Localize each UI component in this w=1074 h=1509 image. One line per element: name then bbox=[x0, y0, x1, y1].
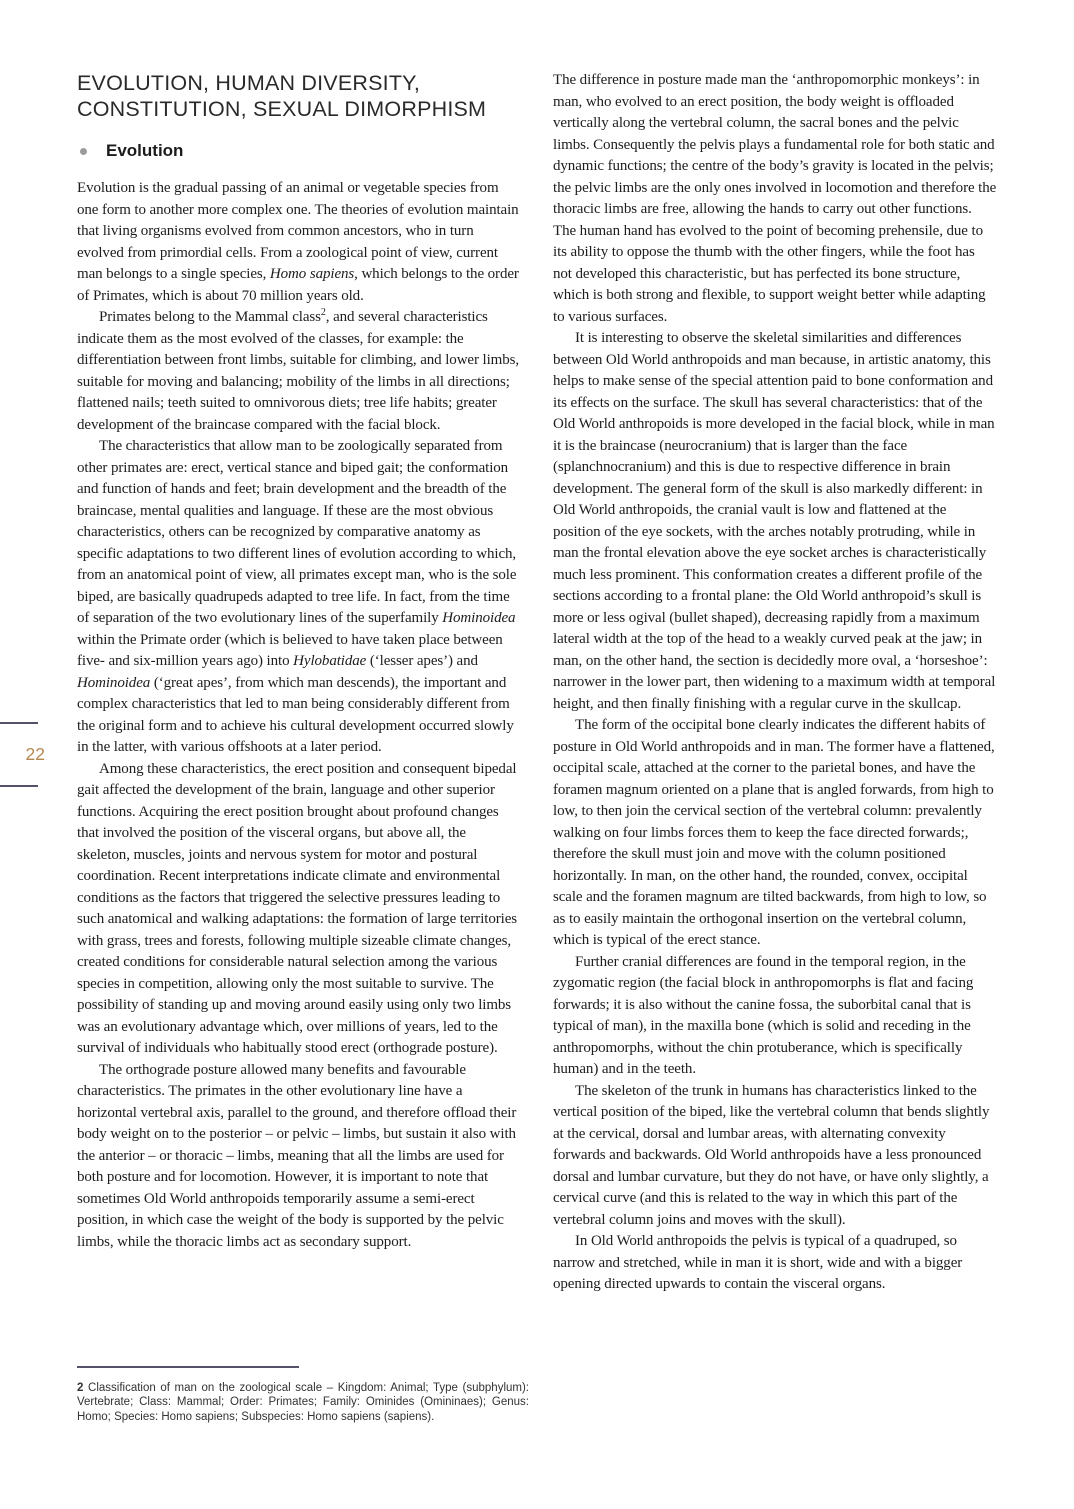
section-heading bbox=[77, 140, 521, 162]
page-title-line-2: CONSTITUTION, SEXUAL DIMORPHISM bbox=[77, 97, 487, 121]
paragraph: Evolution is the gradual passing of an animal or vegetable species from one form to another more complex one. The theories of evolution maintain that living organisms evolved from common ancestors, who in turn evolved from primordial cells. From a zoological point of view, current man belongs to a single species, Homo sapiens, which belongs to the order of Primates, which is about 70 million years old. bbox=[77, 180, 519, 304]
footnote-divider bbox=[77, 1366, 299, 1368]
paragraph: The difference in posture made man the ‘anthropomorphic monkeys’: in man, who evolved to an erect position, the body weight is offloaded vertically along the vertebral column, the sacral bones and the pelvic limbs. Consequently the pelvis plays a fundamental role for both static and dynamic functions; the centre of the body’s gravity is located in the pelvis; the pelvic limbs are the only ones involved in locomotion and therefore the thoracic limbs are free, allowing the hands to carry out other functions. The human hand has evolved to the point of becoming prehensile, due to its ability to oppose the thumb with the other fingers, while the foot has not developed this characteristic, but has perfected its bone structure, which is both strong and flexible, to support weight better while adapting to various surfaces. bbox=[553, 72, 997, 325]
left-column-text bbox=[77, 178, 521, 1253]
paragraph: Primates belong to the Mammal class$^2$, and several characteristics indicate them as the most evolved of the classes, for example: the differentiation between front limbs, suitable for climbing, and lower limbs, suitable for moving and balancing; mobility of the limbs in all directions; flattened nails; teeth suited to omnivorous diets; tree life habits; greater development of the braincase compared with the facial block. bbox=[77, 307, 520, 433]
bullet-icon bbox=[80, 148, 87, 155]
paragraph: Further cranial differences are found in the temporal region, in the zygomatic region (the facial block in anthropomorphs is flat and facing forwards; it is also without the canine fossa, the suborbital canal that is typical of man), in the maxilla bone (which is solid and receding in the anthropomorphs, without the chin protuberance, which is specifically human) and in the teeth. bbox=[553, 953, 974, 1077]
paragraph: Among these characteristics, the erect position and consequent bipedal gait affected the development of the brain, language and other superior functions. Acquiring the erect position brought about profound changes that involved the position of the visceral organs, but above all, the skeleton, muscles, joints and nervous system for motor and postural coordination. Recent interpretations indicate climate and environmental conditions as the factors that triggered the selective pressures leading to such anatomical and walking adaptations: the formation of large territories with grass, trees and forests, following multiple sizeable climate changes, created conditions for considerable natural selection among the various species in competition, allowing only the most suitable to survive. The possibility of standing up and moving around easily using only two limbs was an evolutionary advantage which, over millions of years, led to the survival of individuals who habitually stood erect (orthograde posture). bbox=[77, 760, 517, 1056]
paragraph: It is interesting to observe the skeletal similarities and differences between Old World anthropoids and man because, in artistic anatomy, this helps to make sense of the special attention paid to bone conformation and its effects on the surface. The skull has several characteristics: that of the Old World anthropoids is more developed in the facial block, while in man it is the braincase (neurocranium) that is larger than the face (splanchnocranium) and this is due to respective difference in brain development. The general form of the skull is also markedly different: in Old World anthropoids, the cranial vault is low and flattened at the position of the eye sockets, with the arches notably protruding, while in man the frontal elevation above the eye socket arches is characteristically much less prominent. This conformation creates a different profile of the sections according to a frontal plane: the Old World anthropoid’s skull is more or less ogival (bullet shaped), decreasing rapidly from a maximum lateral width at the top of the head to a weakly curved peak at the jaw; in man, on the other hand, the section is decidedly more oval, a ‘horseshoe’: narrower in the lower part, then widening to a maximum width at temporal height, and then finally finishing with a regular curve in the skullcap. bbox=[553, 330, 996, 712]
paragraph: The skeleton of the trunk in humans has characteristics linked to the vertical position of the biped, like the vertebral column that bends slightly at the cervical, dorsal and lumbar areas, with alternating convexity forwards and backwards. Old World anthropoids have a less pronounced dorsal and lumbar curvature, but they do not have, or have only slightly, a cervical curve (and this is related to the way in which this part of the vertebral column joins and moves with the skull). bbox=[553, 1082, 990, 1228]
paragraph: The characteristics that allow man to be zoologically separated from other primates are: erect, vertical stance and biped gait; the conformation and function of hands and feet; brain development and the breadth of the braincase, mental qualities and language. If these are the most obvious characteristics, others can be recognized by comparative anatomy as specific adaptations to two different lines of evolution according to which, from an anatomical point of view, all primates except man, who is the sole biped, are basically quadrupeds adapted to tree life. In fact, from the time of separation of the two evolutionary lines of the superfamily Hominoidea within the Primate order (which is believed to have taken place between five- and six-million years ago) into Hylobatidae (‘lesser apes’) and Hominoidea (‘great apes’, from which man descends), the important and complex characteristics that led to man being considerably different from the original form and to achieve his cultural development occurred slowly in the latter, with various offshoots at a later period. bbox=[77, 438, 517, 755]
paragraph: The orthograde posture allowed many benefits and favourable characteristics. The primates in the other evolutionary line have a horizontal vertebral axis, parallel to the ground, and therefore offload their body weight on to the posterior – or pelvic – limbs, but sustain it also with the anterior – or thoracic – limbs, meaning that all the limbs are used for both posture and for locomotion. However, it is important to note that sometimes Old World anthropoids temporarily assume a semi-erect position, in which case the weight of the body is supported by the pelvic limbs, while the thoracic limbs act as secondary support. bbox=[77, 1061, 517, 1250]
paragraph: The form of the occipital bone clearly indicates the different habits of posture in Old World anthropoids and in man. The former have a flattened, occipital scale, attached at the corner to the parietal bones, and have the foramen magnum oriented on a plane that is angled forwards, from high to low, to then join the cervical section of the vertebral column: prevalently walking on four limbs forces them to keep the face directed forwards;, therefore the skull must join and move with the column positioned horizontally. In man, on the other hand, the rounded, convex, occipital scale and the foramen magnum are tilted backwards, from high to low, so as to easily maintain the orthogonal insertion on the vertebral column, which is typical of the erect stance. bbox=[553, 717, 995, 948]
margin-rule-bottom bbox=[0, 785, 38, 787]
page-number-block bbox=[0, 722, 46, 787]
page-content bbox=[77, 70, 997, 1296]
paragraph: In Old World anthropoids the pelvis is typical of a quadruped, so narrow and stretched, while in man it is short, wide and with a bigger opening directed upwards to contain the visceral organs. bbox=[553, 1233, 963, 1292]
page-title bbox=[77, 70, 521, 122]
footnote-text: 2 Classification of man on the zoological scale – Kingdom: Animal; Type (subphylum): Vertebrate; Class: Mammal; Order: Primates; Family: Ominides (Omininaes); Genus: Homo; Species: Homo sapiens; Subspecies: Homo sapiens (sapiens). bbox=[77, 1381, 529, 1424]
right-column-text bbox=[553, 70, 997, 1296]
page-title-line-1: EVOLUTION, HUMAN DIVERSITY, bbox=[77, 71, 421, 95]
page-number: 22 bbox=[25, 744, 45, 764]
right-column bbox=[553, 70, 997, 1296]
footnote bbox=[77, 1366, 529, 1425]
section-heading-label: Evolution bbox=[106, 141, 184, 160]
left-column bbox=[77, 70, 521, 1296]
